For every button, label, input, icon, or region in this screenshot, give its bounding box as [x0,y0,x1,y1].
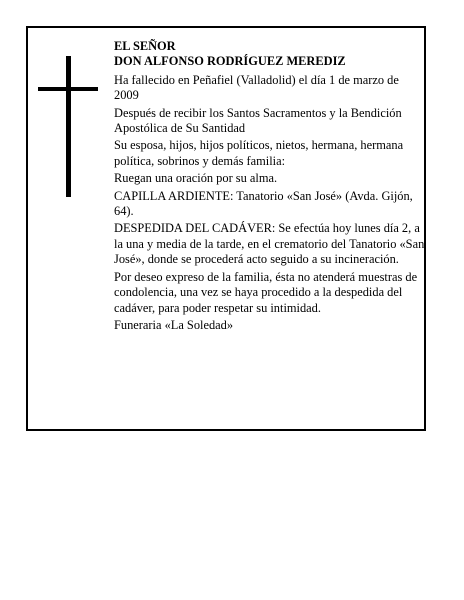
notice-text [114,39,426,335]
farewell-paragraph: DESPEDIDA DEL CADÁVER: Se efectúa hoy lunes día 2, a la una y media de la tarde, en el crematorio del Tanatorio «San José», donde se procederá acto seguido a su incineración. [114,221,425,267]
death-announcement: Ha fallecido en Peñafiel (Valladolid) el día 1 de marzo de 2009 [114,72,399,103]
cross-vertical-bar [66,56,71,197]
chapel-paragraph: CAPILLA ARDIENTE: Tanatorio «San José» (Avda. Gijón, 64). [114,188,413,219]
sacraments-paragraph: Después de recibir los Santos Sacramentos y la Bendición Apostólica de Su Santidad [114,105,402,136]
notice-title: EL SEÑOR [114,39,176,53]
obituary-notice [26,26,426,431]
funeral-home: Funeraria «La Soledad» [114,317,234,332]
prayer-request: Ruegan una oración por su alma. [114,171,278,186]
deceased-name: DON ALFONSO RODRÍGUEZ MEREDIZ [114,54,346,69]
condolence-paragraph: Por deseo expreso de la familia, ésta no atenderá muestras de condolencia, una vez se haya procedido a la despedida del cadáver, para poder respetar su intimidad. [114,269,418,315]
family-paragraph: Su esposa, hijos, hijos políticos, nietos, hermana, hermana política, sobrinos y demás familia: [114,138,404,168]
cross-horizontal-bar [38,87,98,91]
